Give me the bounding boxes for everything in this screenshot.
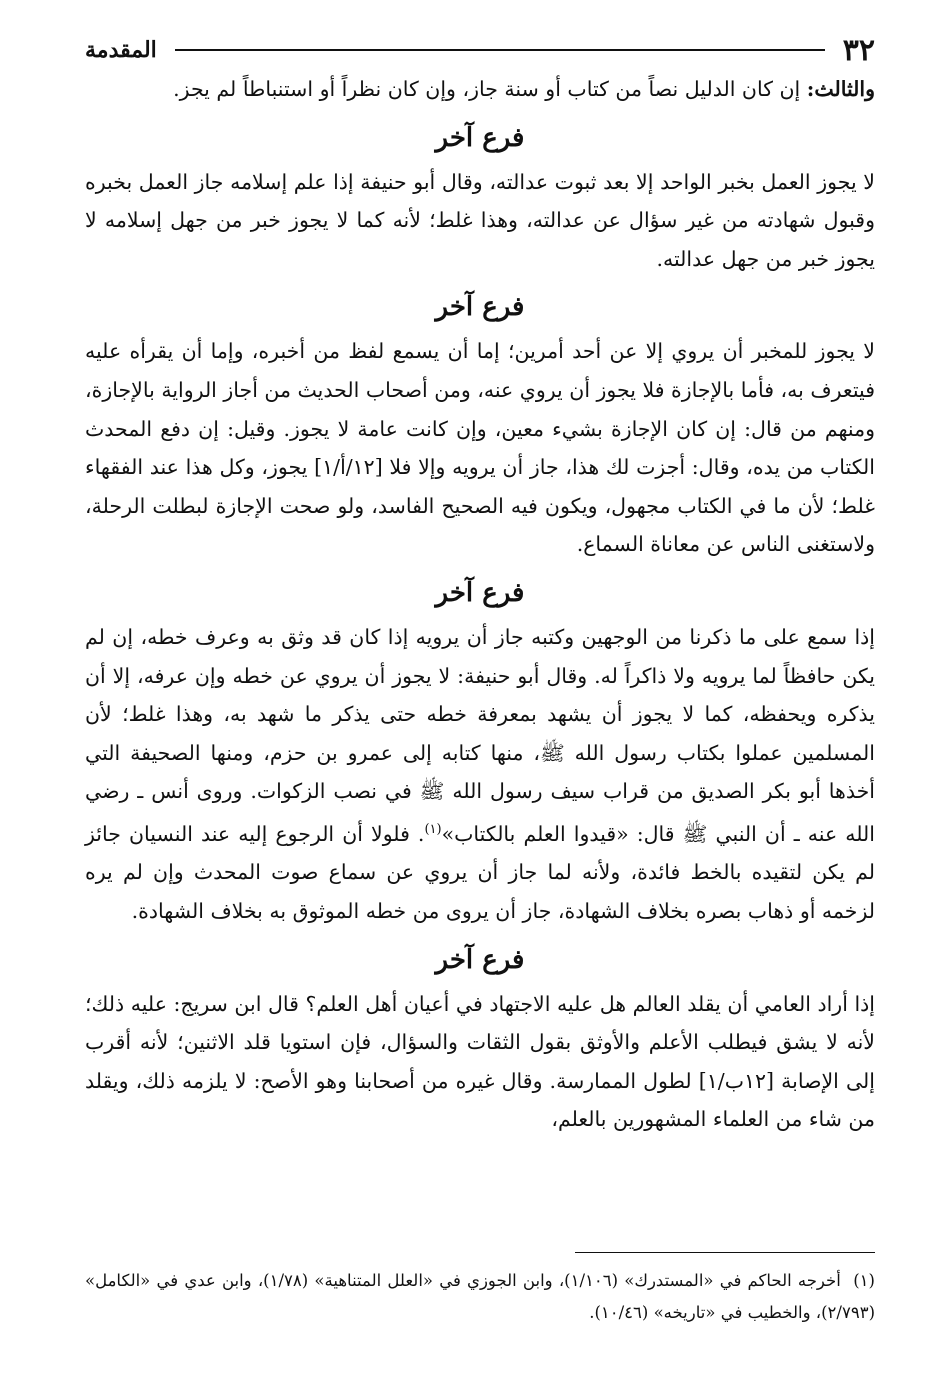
section-text: . فلولا أن الرجوع إليه عند النسيان جائز لم يكن لتقيده بالخط فائدة، ولأنه لما جاز أن يروي عن سماع صوت المحدث وإن لم يره لزخمه أو ذهاب بصره بخلاف الشهادة، جاز أن يروى من خطه الموثوق به بخلاف الشهادة. [85, 821, 875, 923]
section-heading: فرع آخر [435, 577, 525, 608]
footnote-divider [575, 1252, 875, 1253]
section-heading: فرع آخر [435, 292, 525, 323]
footnote-area [85, 1252, 875, 1329]
section-text: إذا سمع على ما ذكرنا من الوجهين وكتبه جاز أن يرويه إذا كان قد وثق به وعرف خطه، إن لم يكن حافظاً لما يرويه ولا ذاكراً له. وقال أبو حنيفة: لا يجوز أن يروي عن خطه وإن عرفه، إلا أن يذكره ويحفظه، كما لا يجوز أن يشهد بمعرفة خطه حتى يذكر ما شهد به، وهذا غلط؛ لأن المسلمين عملوا بكتاب رسول الله ﷺ، منها كتابه إلى عمرو بن حزم، ومنها الصحيفة التي أخذها أبو بكر الصديق من قراب سيف رسول الله ﷺ في نصب الزكوات. وروى أنس ـ رضي الله عنه ـ أن النبي ﷺ قال: «قيدوا العلم بالكتاب» [85, 624, 875, 846]
page-header [85, 30, 875, 70]
footnote-text: أخرجه الحاكم في «المستدرك» (١/١٠٦)، وابن الجوزي في «العلل المتناهية» (١/٧٨)، وابن عدي في «الكامل» (٢/٧٩٣)، والخطيب في «تاريخه» (١٠/٤٦). [85, 1271, 875, 1322]
page-number: ٣٢ [842, 32, 875, 68]
header-rule [175, 49, 825, 51]
section-paragraph: لا يجوز للمخبر أن يروي إلا عن أحد أمرين؛ إما أن يسمع لفظ من أخبره، وإما أن يقرأه عليه فيتعرف به، فأما بالإجازة فلا يجوز أن يروي عنه، ومن أصحاب الحديث من أجاز الرواية بالإجازة، ومنهم من قال: إن كان الإجازة بشيء معين، وإن كانت عامة لا يجوز. وقيل: إن دفع المحدث الكتاب من يده، وقال: أجزت لك هذا، جاز أن يرويه وإلا فلا [١٢/أ/١] يجوز، وكل هذا عند الفقهاء غلط؛ لأن ما في الكتاب مجهول، ويكون فيه الصحيح الفاسد، ولو صحت الإجازة لبطلت الرحلة، ولاستغنى الناس عن معاناة السماع. [85, 339, 875, 557]
intro-paragraph [85, 70, 875, 109]
running-title: المقدمة [85, 37, 157, 63]
intro-text: إن كان الدليل نصاً من كتاب أو سنة جاز، وإن كان نظراً أو استنباطاً لم يجز. [173, 77, 807, 101]
section-heading: فرع آخر [435, 944, 525, 975]
section-paragraph [85, 618, 875, 931]
footnote-marker[interactable]: (١) [424, 821, 442, 837]
page [85, 30, 875, 1139]
section-paragraph: إذا أراد العامي أن يقلد العالم هل عليه الاجتهاد في أعيان أهل العلم؟ قال ابن سريج: عليه ذلك؛ لأنه لا يشق فيطلب الأعلم والأوثق بقول الثقات والسؤال، فإن استويا قلد الاثنين؛ لأنه أقرب إلى الإصابة [١٢ب/١] لطول الممارسة. وقال غيره من أصحابنا وهو الأصح: لا يلزمه ذلك، ويقلد من شاء من العلماء المشهورين بالعلم، [85, 991, 876, 1132]
intro-lead: والثالث: [806, 77, 875, 101]
section-paragraph: لا يجوز العمل بخبر الواحد إلا بعد ثبوت عدالته، وقال أبو حنيفة إذا علم إسلامه جاز العمل بخبره وقبول شهادته من غير سؤال عن عدالته، وهذا غلط؛ لأنه كما لا يجوز خبر من جهل إسلامه لا يجوز خبر من جهل عدالته. [85, 169, 875, 271]
footnote [85, 1265, 875, 1329]
section-heading: فرع آخر [435, 122, 525, 153]
footnote-number: (١) [853, 1271, 875, 1290]
